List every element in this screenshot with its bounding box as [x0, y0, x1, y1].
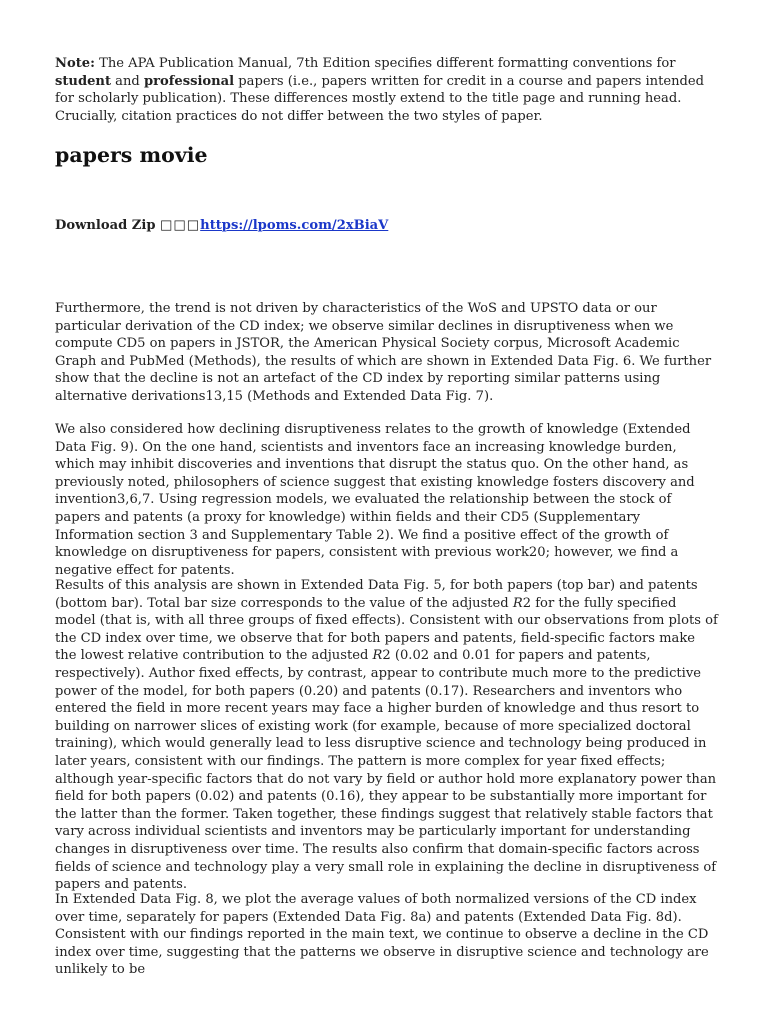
- note-and: and: [111, 73, 144, 89]
- download-link[interactable]: https://lpoms.com/2xBiaV: [200, 218, 389, 233]
- r2-symbol-2: R: [372, 648, 383, 664]
- placeholder-glyphs: □□□: [160, 218, 201, 233]
- note-label: Note:: [55, 56, 95, 71]
- r2-symbol: R: [512, 595, 523, 611]
- body-paragraph-1: Furthermore, the trend is not driven by characteristics of the WoS and UPSTO data or our particular derivation of the CD index; we observe similar declines in disruptiveness when we compute CD5 on papers in JSTOR, the American Physical Society corpus, Microsoft Academic Graph and PubMed (Methods), the results of which are shown in Extended Data Fig. 6. We further show that the decline is not an artefact of the CD index by reporting similar patterns using alternative derivations13,15 (Methods and Extended Data Fig. 7).: [55, 301, 712, 404]
- p3-part-a: Results of this analysis are shown in Extended Data Fig. 5, for both papers (top bar) and patents (bottom bar). Total bar size corresponds to the value of the adjusted: [55, 578, 698, 611]
- note-professional: professional: [143, 73, 235, 89]
- note-text-2: papers (i.e., papers written for credit in a course and papers intended for scholarly publication). These differences mostly extend to the title page and running head. Crucially, citation practices do not differ between the two styles of paper.: [55, 73, 705, 124]
- note-student: student: [55, 73, 111, 89]
- page-title: papers movie: [55, 143, 208, 167]
- note-text-1: The APA Publication Manual, 7th Edition specifies different formatting conventions for: [94, 56, 676, 71]
- p3-part-c: 2 (0.02 and 0.01 for papers and patents, respectively). Author fixed effects, by contrast, appear to contribute much more to the predictive power of the model, for both papers (0.20) and patents (0.17). Researchers and inventors who entered the field in more recent years may face a higher burden of knowledge and thus resort to building on narrower slices of existing work (for example, because of more specialized doctoral training), which would generally lead to less disruptive science and technology being produced in later years, consistent with our findings. The pattern is more complex for year fixed effects; although year-specific factors that do not vary by field or author hold more explanatory power than field for both papers (0.02) and patents (0.16), they appear to be substantially more important for the latter than the former. Taken together, these findings suggest that relatively stable factors that vary across individual scientists and inventors may be particularly important for understanding changes in disruptiveness over time. The results also confirm that domain-specific factors across fields of science and technology play a very small role in explaining the decline in disruptiveness of papers and patents.: [55, 648, 717, 893]
- note-paragraph: [55, 55, 720, 125]
- body-paragraph-4: In Extended Data Fig. 8, we plot the average values of both normalized versions of the CD index over time, separately for papers (Extended Data Fig. 8a) and patents (Extended Data Fig. 8d). Consistent with our findings reported in the main text, we continue to observe a decline in the CD index over time, suggesting that the patterns we observe in disruptive science and technology are unlikely to be: [55, 892, 709, 978]
- body-paragraph-2: We also considered how declining disruptiveness relates to the growth of knowledge (Extended Data Fig. 9). On the one hand, scientists and inventors face an increasing knowledge burden, which may inhibit discoveries and inventions that disrupt the status quo. On the other hand, as previously noted, philosophers of science suggest that existing knowledge fosters discovery and invention3,6,7. Using regression models, we evaluated the relationship between the stock of papers and patents (a proxy for knowledge) within fields and their CD5 (Supplementary Information section 3 and Supplementary Table 2). We find a positive effect of the growth of knowledge on disruptiveness for papers, consistent with previous work20; however, we find a negative effect for patents.: [55, 422, 695, 578]
- download-line: [55, 217, 720, 235]
- download-label: Download Zip: [55, 218, 156, 233]
- body-paragraph-3: [55, 577, 720, 894]
- p3-part-b: 2 for the fully specified model (that is, with all three groups of fixed effects). Consistent with our observations from plots of the CD index over time, we observe that for both papers and patents, field-specific factors make the lowest relative contribution to the adjusted: [55, 595, 718, 664]
